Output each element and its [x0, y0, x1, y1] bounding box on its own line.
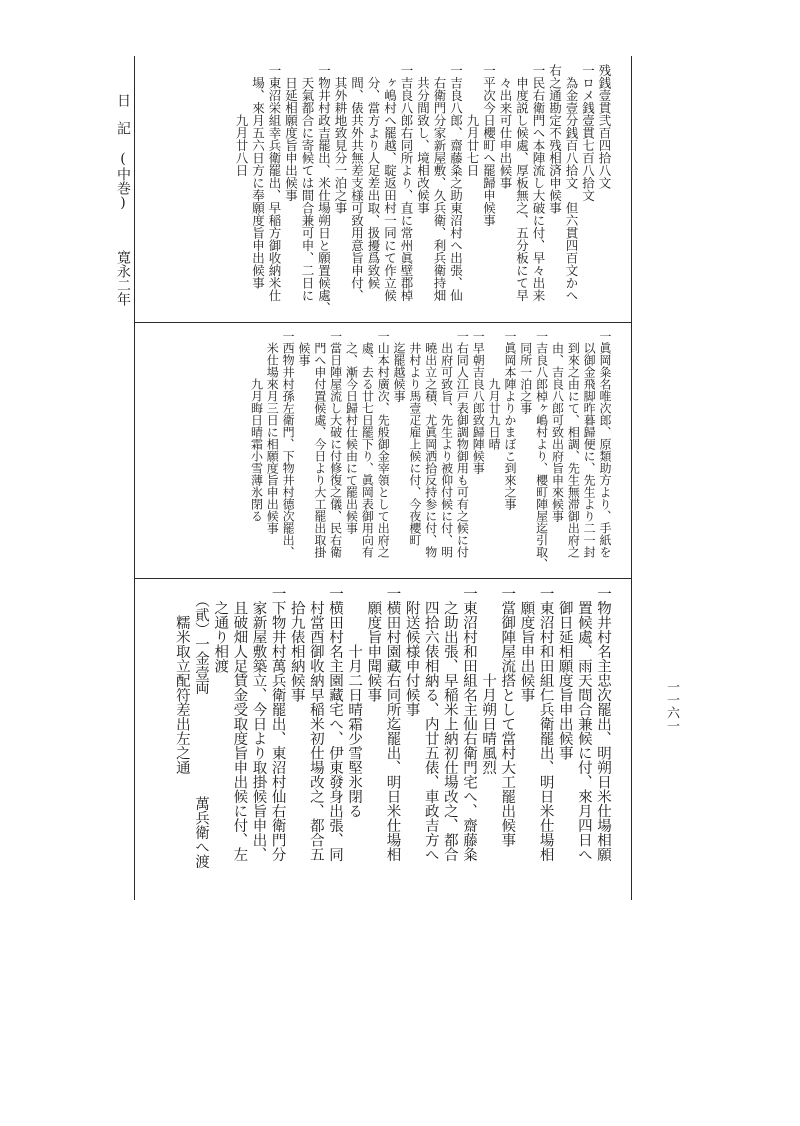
book-title: 日 記 (中巻)	[115, 93, 131, 211]
text-band-upper: 残銭壹貫弐百四拾八文 一ロメ銭壹貫七百八拾文 為金壹分銭百八拾文 但六貫四百文かへ 右之通勘定不残相済申候事 一民右衛門へ本陣流し大破に付、早々出来 申度説し候處、厚板無之、五分板にて早 々出来可仕申出候事 一平次今日櫻町へ罷歸申候事 九月廿七日 一吉良八郎、齋藤粂之助東沼村へ出張、仙 右衛門分家新屋敷、久兵衛、利兵衛持畑 共分間致し、境相改候事 一吉良八郎右同所より、直に常州眞壁郡棹 ヶ嶋村へ罷越、聢返田村一同にて作立候 分、當方より人足差出取、扱擾爲致候 間、俵共外共無差支様可致用意旨申付、 其外耕地致見分一泊之事 一物井村政吉罷出、米仕場朔日と願置候處、 天氣都合に寄候ては間合兼可申、二日に 日延相願度旨申出候事 一東沼栄組幸兵衛罷出、早稲方御收納米仕 場、來月五六日方に奉願度旨申出候事 九月廿八日	[234, 64, 612, 314]
band-divider-upper	[134, 322, 631, 323]
band-divider-lower	[134, 578, 631, 579]
era-year: 寛永二年	[115, 250, 131, 306]
page-number: 一一六一	[664, 680, 679, 732]
text-band-lower: 一物井村名主忠次罷出、明朔日米仕場相願 置候處、雨天間合兼候に付、來月四日へ 御日延相願度旨申出候事 一東沼村和田組仁兵衛罷出、明日米仕場相 願度旨申出候事 一當御陣屋流搭として當村大工罷出候事 十月朔日晴風烈 一東沼村和田組名主仙右衛門宅へ、齋藤粂 之助出張、早稲米上納初仕場改之、都合 四拾六俵相納る、内廿五俵、車政吉方へ 附送候様申付候事 一横田村園藏右同所迄罷出、明日米仕場相 願度旨申聞候事 十月二日晴霜少雪堅氷閉る 一横田村名主園藏宅へ、伊東發身出張、同 村當酉御收納早稲米初仕場改之、都合五 拾九俵相納候事 一下物井村萬兵衛罷出、東沼村仙右衛門分 家新屋敷築立、今日より取掛候旨申出、 且破畑人足賃金受取度旨申出候に付、左 之通り相渡 （貮）一金壹両 萬兵衛へ渡 糯米取立配符差出左之通	[173, 586, 611, 869]
text-band-middle: 一眞岡粂名唯次郎、原類助方より、手紙を 以御金飛脚昨暮歸便に、先生より二一封 到來之由にて、相調、先生無滞御出府之 由、吉良八郎可致出府旨申來候事 一吉良八郎棹ヶ嶋村より、櫻町陣屋迄引取、 同所一泊之事 一眞岡本陣よりかまぼこ到來之事 九月廿九日晴 一早朝吉良八郎致歸陣候事 一右同人江戸表御調物御用も可有之候に付 出府可致旨、先生より被仰付候に付、明 曉出立之積、尤眞岡洒拾反持参に付、物 井村より馬壹疋雇上候に付、今夜櫻町 迄罷越候事 一山本村廣次、先般御金宰領として出府之 處、去る廿七日罷下り、眞岡表御用向有 之、漸今日歸村仕候由にて罷出候事 一當日陣屋流し大破に付修復之儀、民右衛 門へ申付置候處、今日より大工罷出取掛 候事 一西物井村孫左衛門、下物井村德次罷出、 米仕場來月三日に相願度旨申出候事 九月晦日晴霜小雪薄氷閉る	[249, 330, 612, 570]
frame-rule-right	[631, 56, 632, 900]
frame-rule-left	[134, 56, 135, 900]
